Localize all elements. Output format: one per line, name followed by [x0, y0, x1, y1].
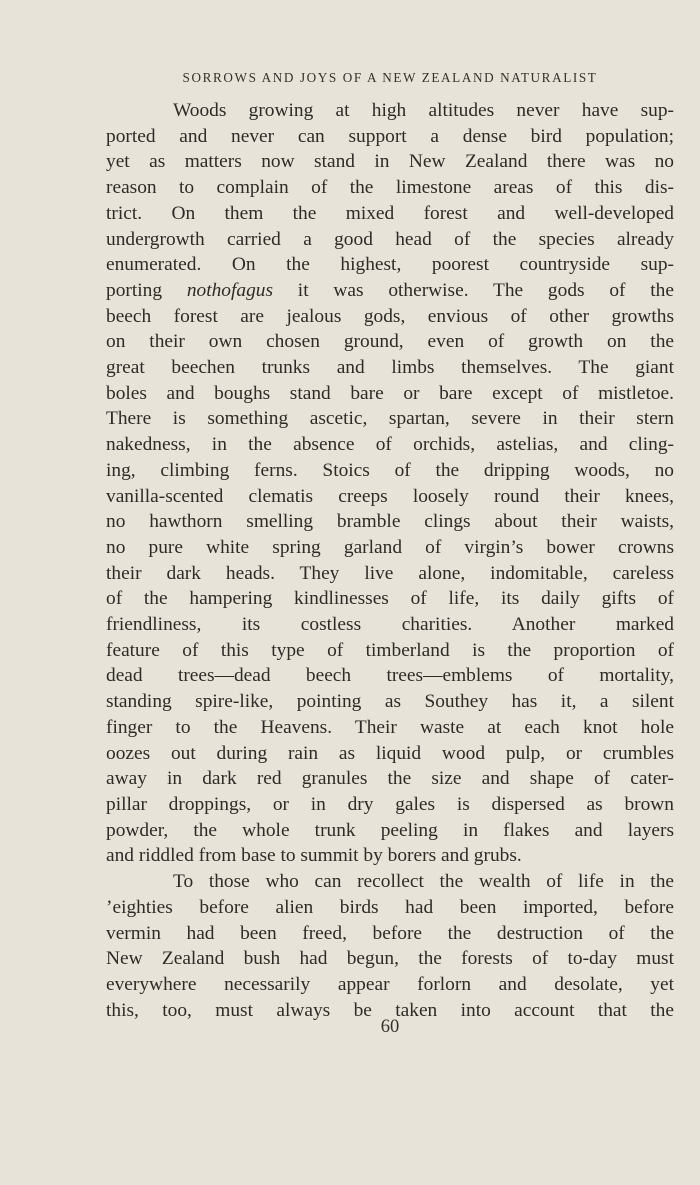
- text-line: on their own chosen ground, even of growth on the: [106, 331, 674, 353]
- text-line: ’eighties before alien birds had been imported, before: [106, 896, 674, 918]
- page-number: 60: [380, 1017, 400, 1037]
- text-line: everywhere necessarily appear forlorn and desolate, yet: [106, 973, 674, 995]
- paragraph-2: [106, 869, 674, 1023]
- text-line: boles and boughs stand bare or bare except of mistletoe.: [106, 382, 674, 404]
- text-line: [106, 278, 674, 304]
- text-line: yet as matters now stand in New Zealand there was no: [106, 151, 674, 173]
- text-line: friendliness, its costless charities. Another marked: [106, 614, 674, 636]
- text-line: no hawthorn smelling bramble clings about their waists,: [106, 511, 674, 533]
- text-line: vanilla-scented clematis creeps loosely round their knees,: [106, 485, 674, 507]
- text-line: their dark heads. They live alone, indomitable, careless: [106, 562, 674, 584]
- text-line: pillar droppings, or in dry gales is dispersed as brown: [106, 793, 674, 815]
- text-line: enumerated. On the highest, poorest countryside sup-: [106, 254, 674, 276]
- text-line: no pure white spring garland of virgin’s bower crowns: [106, 536, 674, 558]
- text-line: Woods growing at high altitudes never have sup-: [173, 100, 674, 121]
- text-line: great beechen trunks and limbs themselves. The giant: [106, 357, 674, 379]
- text-line: dead trees—dead beech trees—emblems of mortality,: [106, 665, 674, 687]
- text-line: vermin had been freed, before the destruction of the: [106, 922, 674, 944]
- text-line: undergrowth carried a good head of the species already: [106, 228, 674, 250]
- running-head: SORROWS AND JOYS OF A NEW ZEALAND NATURALIST: [182, 70, 598, 85]
- text-line: ported and never can support a dense bird population;: [106, 125, 674, 147]
- text-line: nakedness, in the absence of orchids, astelias, and cling-: [106, 434, 674, 456]
- text-fragment: porting: [106, 279, 187, 301]
- text-line: There is something ascetic, spartan, severe in their stern: [106, 408, 674, 430]
- text-line: To those who can recollect the wealth of life in the: [173, 871, 674, 893]
- text-fragment: it was otherwise. The gods of the: [273, 279, 674, 301]
- text-line: reason to complain of the limestone areas of this dis-: [106, 177, 674, 199]
- text-line: oozes out during rain as liquid wood pulp, or crumbles: [106, 742, 674, 764]
- text-line: New Zealand bush had begun, the forests of to-day must: [106, 948, 674, 970]
- text-line: beech forest are jealous gods, envious of other growths: [106, 305, 674, 327]
- text-line: ing, climbing ferns. Stoics of the dripping woods, no: [106, 459, 674, 481]
- italic-term: nothofagus: [186, 279, 274, 301]
- paragraph-1: [106, 98, 674, 869]
- text-line: standing spire-like, pointing as Southey has it, a silent: [106, 691, 674, 713]
- body-text: [106, 98, 674, 1023]
- text-line: this, too, must always be taken into account that the: [106, 999, 674, 1021]
- text-line: powder, the whole trunk peeling in flakes and layers: [106, 819, 674, 841]
- text-line: away in dark red granules the size and shape of cater-: [106, 768, 674, 790]
- text-line: and riddled from base to summit by borers and grubs.: [106, 845, 522, 867]
- text-line: feature of this type of timberland is the proportion of: [106, 639, 674, 661]
- text-line: trict. On them the mixed forest and well-developed: [106, 202, 674, 224]
- text-line: of the hampering kindlinesses of life, its daily gifts of: [106, 588, 674, 610]
- text-line: finger to the Heavens. Their waste at each knot hole: [106, 716, 674, 738]
